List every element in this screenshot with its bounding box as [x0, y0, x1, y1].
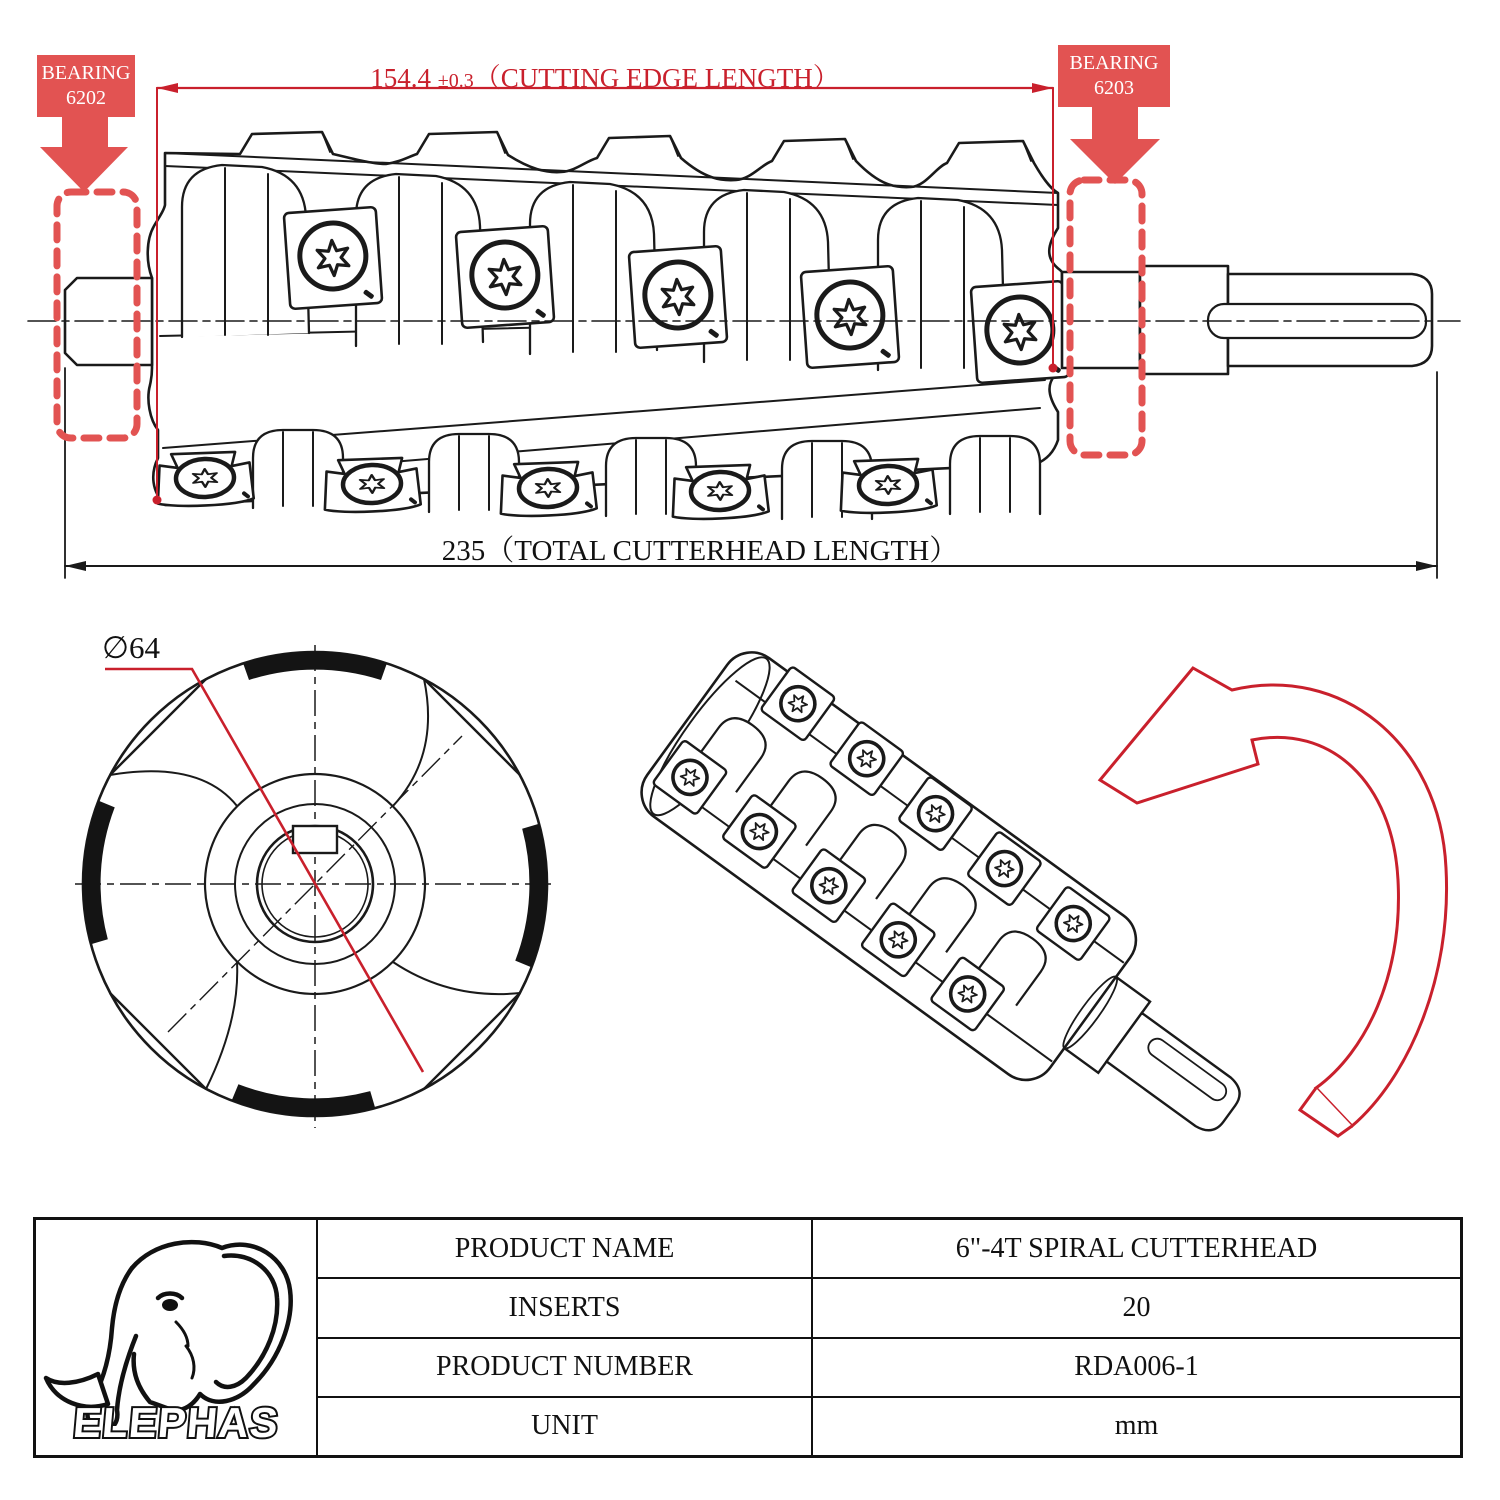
diameter-label: ∅64 — [102, 630, 161, 665]
end-view — [75, 645, 555, 1128]
table-row — [318, 1398, 1460, 1455]
table-row — [318, 1339, 1460, 1398]
carbide-insert — [284, 207, 382, 309]
row-value: 20 — [1122, 1291, 1151, 1323]
bore-keyway — [293, 826, 337, 853]
bearing-right-arrow-icon — [1070, 105, 1160, 184]
spec-rows — [318, 1220, 1460, 1455]
shaft-bearing-seat — [1062, 272, 1140, 368]
row-label: PRODUCT NAME — [318, 1220, 813, 1277]
bearing-left-label: BEARING 6202 — [37, 55, 135, 117]
table-row — [318, 1279, 1460, 1338]
table-row — [318, 1220, 1460, 1279]
logo-cell — [36, 1220, 318, 1455]
elephas-logo-icon — [36, 1226, 316, 1426]
cutting-edge-dimension-text: 154.4 ±0.3（CUTTING EDGE LENGTH） — [370, 63, 840, 93]
side-view — [28, 83, 1460, 578]
row-label: UNIT — [318, 1398, 813, 1455]
total-length-dimension-text: 235（TOTAL CUTTERHEAD LENGTH） — [441, 535, 959, 567]
row-label: PRODUCT NUMBER — [318, 1339, 813, 1396]
spec-table — [33, 1217, 1463, 1458]
row-label: INSERTS — [318, 1279, 813, 1336]
end-view-crosshair — [75, 645, 555, 1128]
row-value: mm — [1114, 1410, 1159, 1442]
bearing-right-label: BEARING 6203 — [1058, 45, 1170, 107]
row-value: 6"-4T SPIRAL CUTTERHEAD — [955, 1232, 1318, 1264]
row-value: RDA006-1 — [1074, 1351, 1199, 1383]
logo-wordmark: ELEPHAS — [71, 1399, 281, 1446]
bearing-left-arrow-icon — [40, 113, 128, 192]
